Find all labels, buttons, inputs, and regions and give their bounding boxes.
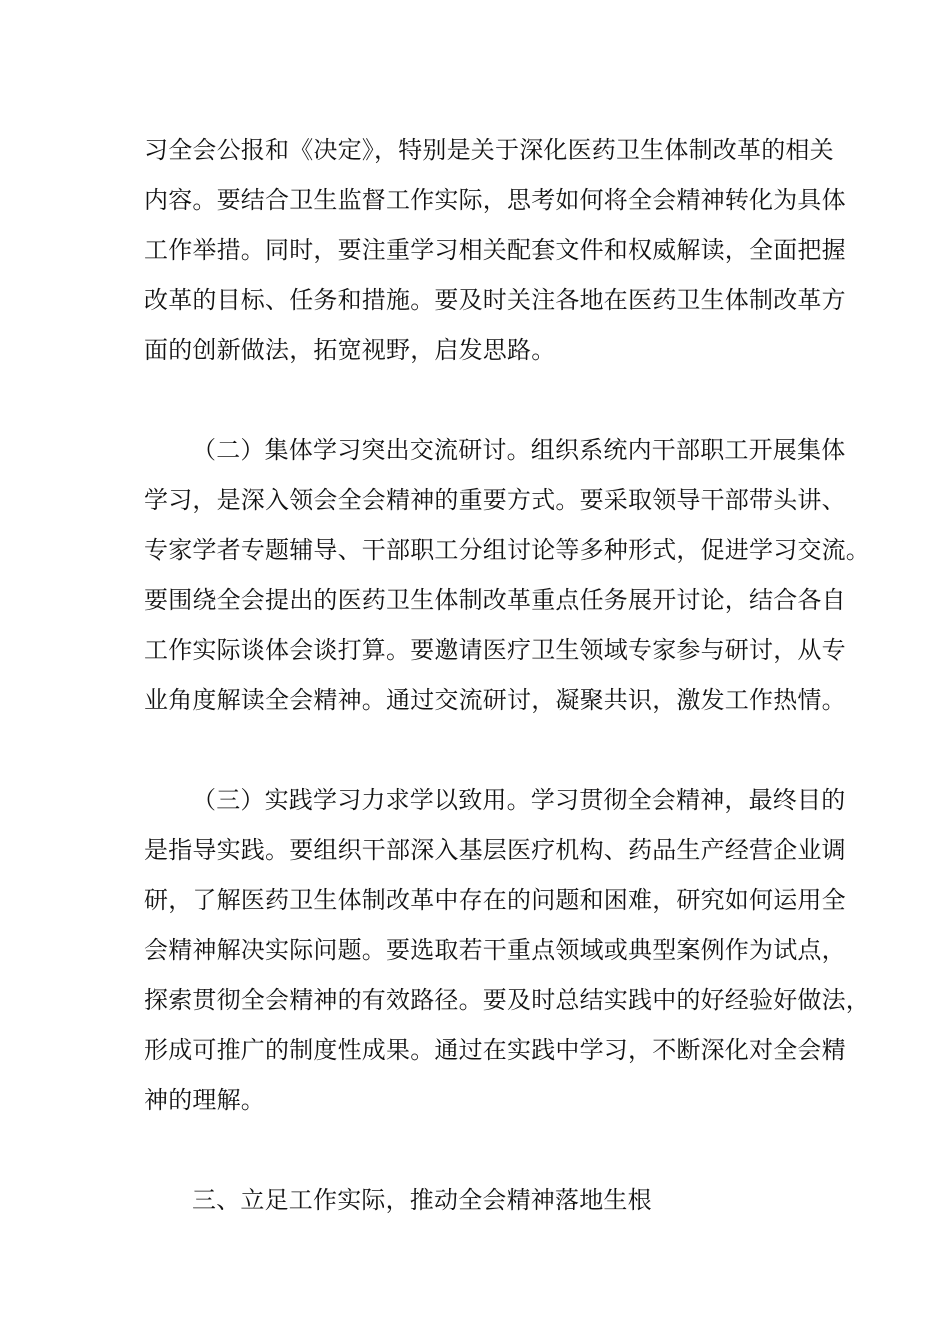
- paragraph-line: 形成可推广的制度性成果。通过在实践中学习，不断深化对全会精: [144, 1036, 846, 1064]
- section-heading: 三、立足工作实际，推动全会精神落地生根: [192, 1186, 652, 1214]
- paragraph-line: 学习，是深入领会全会精神的重要方式。要采取领导干部带头讲、: [144, 486, 846, 514]
- paragraph-line: 探索贯彻全会精神的有效路径。要及时总结实践中的好经验好做法，: [144, 986, 870, 1014]
- paragraph-line: 要围绕全会提出的医药卫生体制改革重点任务展开讨论，结合各自: [144, 586, 846, 614]
- paragraph-line: 面的创新做法，拓宽视野，启发思路。: [144, 336, 556, 364]
- paragraph-line: 神的理解。: [144, 1086, 265, 1114]
- paragraph-line: 工作举措。同时，要注重学习相关配套文件和权威解读，全面把握: [144, 236, 846, 264]
- paragraph-line: 内容。要结合卫生监督工作实际，思考如何将全会精神转化为具体: [144, 186, 846, 214]
- paragraph-line: 工作实际谈体会谈打算。要邀请医疗卫生领域专家参与研讨，从专: [144, 636, 846, 664]
- paragraph-line: （三）实践学习力求学以致用。学习贯彻全会精神，最终目的: [192, 786, 846, 814]
- paragraph-line: 是指导实践。要组织干部深入基层医疗机构、药品生产经营企业调: [144, 836, 846, 864]
- paragraph-line: 会精神解决实际问题。要选取若干重点领域或典型案例作为试点，: [144, 936, 846, 964]
- paragraph-line: （二）集体学习突出交流研讨。组织系统内干部职工开展集体: [192, 436, 846, 464]
- paragraph-line: 研，了解医药卫生体制改革中存在的问题和困难，研究如何运用全: [144, 886, 846, 914]
- paragraph-line: 专家学者专题辅导、干部职工分组讨论等多种形式，促进学习交流。: [144, 536, 870, 564]
- paragraph-line: 业角度解读全会精神。通过交流研讨，凝聚共识，激发工作热情。: [144, 686, 846, 714]
- paragraph-line: 习全会公报和《决定》，特别是关于深化医药卫生体制改革的相关: [144, 136, 834, 164]
- paragraph-line: 改革的目标、任务和措施。要及时关注各地在医药卫生体制改革方: [144, 286, 846, 314]
